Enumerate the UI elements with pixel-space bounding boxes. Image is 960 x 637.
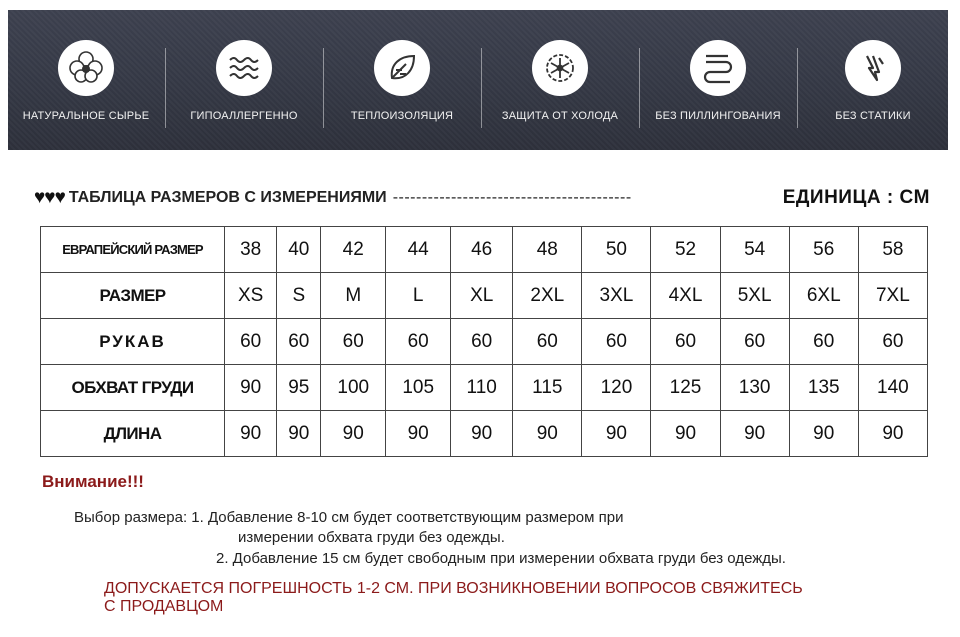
table-cell: 60 xyxy=(225,319,277,365)
note-line-2: измерении обхвата груди без одежды. xyxy=(238,529,505,546)
title-text: ТАБЛИЦА РАЗМЕРОВ С ИЗМЕРЕНИЯМИ xyxy=(68,189,387,206)
table-cell: 105 xyxy=(386,365,451,411)
table-cell: 50 xyxy=(582,227,651,273)
note-line-3: 2. Добавление 15 см будет свободным при измерении обхвата груди без одежды. xyxy=(216,550,786,567)
table-cell: 40 xyxy=(277,227,321,273)
table-cell: 90 xyxy=(225,365,277,411)
table-cell: 60 xyxy=(651,319,720,365)
table-cell: XL xyxy=(451,273,513,319)
feature-natural xyxy=(8,10,164,150)
table-cell: 110 xyxy=(451,365,513,411)
table-cell: 90 xyxy=(858,411,927,457)
warning-line-1: ДОПУСКАЕТСЯ ПОГРЕШНОСТЬ 1-2 СМ. ПРИ ВОЗНИКНОВЕНИИ ВОПРОСОВ СВЯЖИТЕСЬ xyxy=(104,580,803,597)
table-cell: 42 xyxy=(321,227,386,273)
table-row xyxy=(41,319,928,365)
table-cell: 90 xyxy=(451,411,513,457)
warning-line-2: С ПРОДАВЦОМ xyxy=(104,598,224,615)
table-cell: 60 xyxy=(451,319,513,365)
table-cell: 4XL xyxy=(651,273,720,319)
table-cell: 56 xyxy=(789,227,858,273)
feature-hypoallergenic xyxy=(166,10,322,150)
feature-cold-protection xyxy=(482,10,638,150)
size-chart-title xyxy=(34,186,930,210)
clover-icon xyxy=(58,40,114,96)
table-cell: 7XL xyxy=(858,273,927,319)
table-cell: 90 xyxy=(277,411,321,457)
table-cell: 52 xyxy=(651,227,720,273)
table-cell: 90 xyxy=(513,411,582,457)
table-cell: 60 xyxy=(277,319,321,365)
table-cell: 58 xyxy=(858,227,927,273)
table-cell: 60 xyxy=(582,319,651,365)
table-row xyxy=(41,411,928,457)
table-cell: 90 xyxy=(651,411,720,457)
table-cell: 95 xyxy=(277,365,321,411)
table-cell: 90 xyxy=(789,411,858,457)
table-cell: 5XL xyxy=(720,273,789,319)
table-cell: 135 xyxy=(789,365,858,411)
title-dashes: ----------------------------------------- xyxy=(392,189,632,206)
table-cell: 60 xyxy=(321,319,386,365)
leaf-icon xyxy=(374,40,430,96)
table-cell: 100 xyxy=(321,365,386,411)
attention-heading: Внимание!!! xyxy=(42,472,144,491)
table-row xyxy=(41,365,928,411)
row-header: РАЗМЕР xyxy=(41,273,225,319)
table-cell: 54 xyxy=(720,227,789,273)
table-cell: 46 xyxy=(451,227,513,273)
table-cell: 115 xyxy=(513,365,582,411)
table-cell: 90 xyxy=(321,411,386,457)
note-line-1: Выбор размера: 1. Добавление 8-10 см будет соответствующим размером при xyxy=(74,509,624,526)
table-row xyxy=(41,227,928,273)
size-table xyxy=(40,226,928,457)
table-cell: 2XL xyxy=(513,273,582,319)
table-cell: 60 xyxy=(858,319,927,365)
table-cell: 38 xyxy=(225,227,277,273)
table-cell: 130 xyxy=(720,365,789,411)
feature-thermal xyxy=(324,10,480,150)
row-header: ДЛИНА xyxy=(41,411,225,457)
table-cell: 60 xyxy=(513,319,582,365)
table-cell: L xyxy=(386,273,451,319)
table-cell: 125 xyxy=(651,365,720,411)
feature-label: БЕЗ СТАТИКИ xyxy=(835,110,911,122)
feature-label: НАТУРАЛЬНОЕ СЫРЬЕ xyxy=(22,110,150,122)
row-header: РУКАВ xyxy=(41,319,225,365)
table-cell: M xyxy=(321,273,386,319)
table-cell: 44 xyxy=(386,227,451,273)
feature-label: БЕЗ ПИЛЛИНГОВАНИЯ xyxy=(655,110,781,122)
table-cell: 90 xyxy=(225,411,277,457)
table-cell: 90 xyxy=(582,411,651,457)
features-banner xyxy=(8,10,948,150)
table-cell: 140 xyxy=(858,365,927,411)
feature-label: ТЕПЛОИЗОЛЯЦИЯ xyxy=(350,110,454,122)
warning-text xyxy=(104,580,803,616)
waves-icon xyxy=(216,40,272,96)
table-cell: 90 xyxy=(386,411,451,457)
feature-no-static xyxy=(798,10,948,150)
table-cell: 90 xyxy=(720,411,789,457)
table-cell: 3XL xyxy=(582,273,651,319)
table-cell: 60 xyxy=(720,319,789,365)
lightning-icon xyxy=(845,40,901,96)
feature-no-pilling xyxy=(640,10,796,150)
table-cell: XS xyxy=(225,273,277,319)
row-header: ОБХВАТ ГРУДИ xyxy=(41,365,225,411)
table-cell: S xyxy=(277,273,321,319)
feature-label: ГИПОАЛЛЕРГЕННО xyxy=(190,110,298,122)
table-cell: 48 xyxy=(513,227,582,273)
unit-label: ЕДИНИЦА : CM xyxy=(782,187,930,208)
loop-icon xyxy=(690,40,746,96)
table-cell: 60 xyxy=(386,319,451,365)
snow-shield-icon xyxy=(532,40,588,96)
table-cell: 6XL xyxy=(789,273,858,319)
hearts-icon: ♥♥♥ xyxy=(34,187,65,208)
table-cell: 60 xyxy=(789,319,858,365)
table-cell: 120 xyxy=(582,365,651,411)
row-header: ЕВРАПЕЙСКИЙ РАЗМЕР xyxy=(41,227,225,273)
feature-label: ЗАЩИТА ОТ ХОЛОДА xyxy=(501,110,619,122)
table-row xyxy=(41,273,928,319)
